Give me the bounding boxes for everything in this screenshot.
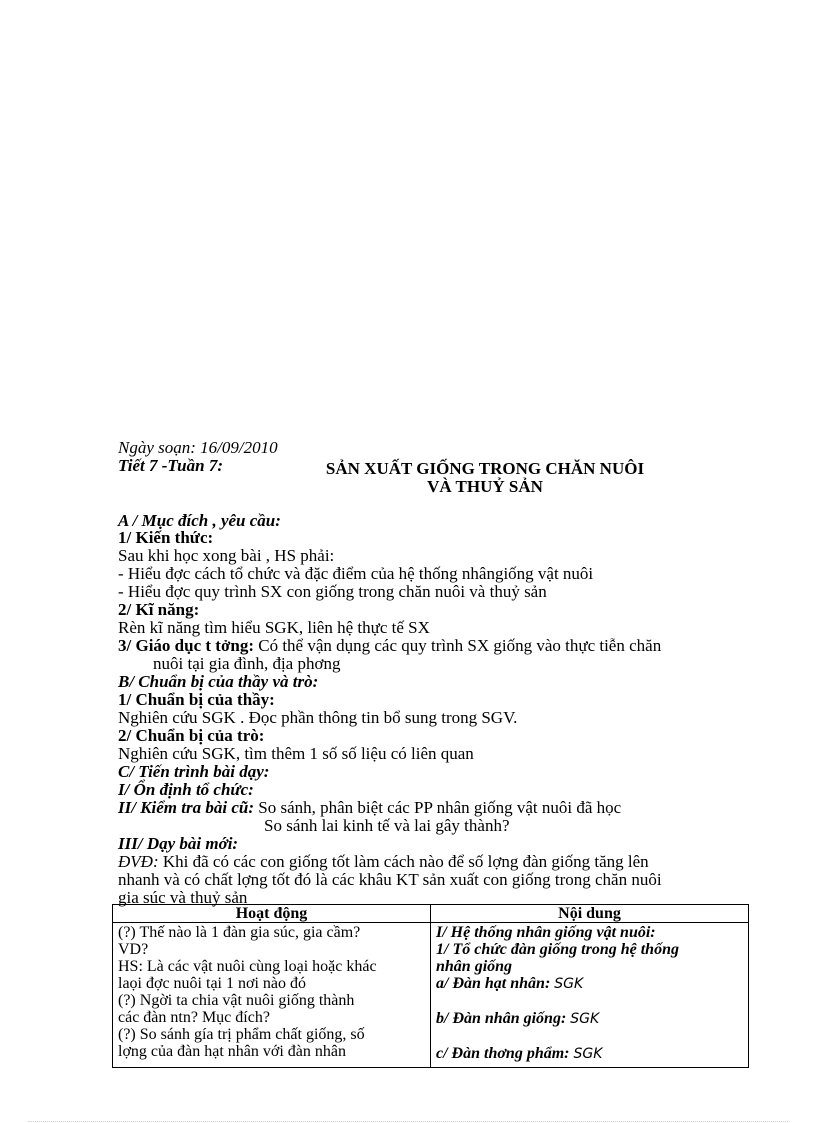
- content-item-b-value: SGK: [570, 1011, 600, 1027]
- student-prep-text: Nghiên cứu SGK, tìm thêm 1 số số liệu có liên quan: [118, 744, 474, 763]
- date-line: Ngày soạn: 16/09/2010: [118, 438, 278, 457]
- activity-line: (?) Thế nào là 1 đàn gia súc, gia cầm?: [118, 924, 361, 941]
- content-item-c: [436, 1045, 743, 1063]
- knowledge-item-1: - Hiểu đợc cách tổ chức và đặc điểm của hệ thống nhângiống vật nuôi: [118, 564, 594, 583]
- page-bottom-rule: [28, 1121, 788, 1122]
- activity-line: laọi đợc nuôi tại 1 nơi nào đó: [118, 975, 306, 992]
- education-text-cont: nuôi tại gia đình, địa phơng: [153, 654, 341, 673]
- knowledge-intro: Sau khi học xong bài , HS phải:: [118, 546, 335, 565]
- student-prep-heading: 2/ Chuẩn bị của trò:: [118, 726, 265, 745]
- col-header-content: Nội dung: [431, 905, 749, 923]
- skill-text: Rèn kĩ năng tìm hiểu SGK, liên hệ thực tế SX: [118, 618, 430, 637]
- dvd-label: ĐVĐ:: [118, 852, 159, 871]
- check-line: [118, 799, 621, 817]
- table-row: [113, 923, 749, 1068]
- activity-cell: [113, 923, 431, 1068]
- content-item-a-value: SGK: [554, 976, 584, 992]
- section-a-heading: A / Mục đích , yêu cầu:: [118, 511, 281, 530]
- lesson-title-line2: VÀ THUỶ SẢN: [427, 477, 543, 496]
- content-item-b-label: b/ Đàn nhân giống:: [436, 1010, 567, 1027]
- section-b-heading: B/ Chuẩn bị của thầy và trò:: [118, 672, 319, 691]
- content-item-a-label: a/ Đàn hạt nhân:: [436, 975, 551, 992]
- col-header-activity: Hoạt động: [113, 905, 431, 923]
- content-item-c-value: SGK: [573, 1046, 603, 1062]
- activity-line: (?) So sánh gía trị phẩm chất giống, số: [118, 1026, 365, 1043]
- education-heading: 3/ Giáo dục t tởng:: [118, 636, 254, 655]
- lesson-title-line1: SẢN XUẤT GIỐNG TRONG CHĂN NUÔI: [325, 459, 645, 478]
- check-text: So sánh, phân biệt các PP nhân giống vật nuôi đã học: [254, 798, 622, 817]
- new-lesson-heading: III/ Dạy bài mới:: [118, 834, 239, 853]
- check-text-cont: So sánh lai kinh tế và lai gây thành?: [264, 816, 510, 835]
- dvd-text-cont: nhanh và có chất lợng tốt đó là các khâu KT sản xuất con giống trong chăn nuôi: [118, 870, 662, 889]
- content-heading-1: I/ Hệ thống nhân giống vật nuôi:: [436, 924, 656, 941]
- dvd-text: Khi đã có các con giống tốt làm cách nào để số lợng đàn giống tăng lên: [158, 852, 649, 871]
- table-header-row: [113, 905, 749, 923]
- activity-line: lợng của đàn hạt nhân với đàn nhân: [118, 1043, 346, 1060]
- knowledge-heading: 1/ Kiến thức:: [118, 528, 214, 547]
- activity-line: các đàn ntn? Mục đích?: [118, 1009, 270, 1026]
- activity-line: VD?: [118, 941, 149, 958]
- dvd-text-cont-2: gia súc và thuỷ sản: [118, 888, 248, 907]
- content-item-b: [436, 1010, 743, 1028]
- skill-heading: 2/ Kĩ năng:: [118, 600, 200, 619]
- dvd-line: [118, 853, 649, 871]
- lesson-table: [112, 904, 749, 1068]
- teacher-prep-text: Nghiên cứu SGK . Đọc phần thông tin bổ sung trong SGV.: [118, 708, 518, 727]
- content-item-c-label: c/ Đàn thơng phẩm:: [436, 1045, 570, 1062]
- section-c-heading: C/ Tiến trình bài dạy:: [118, 762, 270, 781]
- activity-line: HS: Là các vật nuôi cùng loại hoặc khác: [118, 958, 377, 975]
- content-cell: [431, 923, 749, 1068]
- content-heading-2-cont: nhân giống: [436, 958, 513, 975]
- period-line: Tiết 7 -Tuần 7:: [118, 456, 223, 475]
- knowledge-item-2: - Hiểu đợc quy trình SX con giống trong chăn nuôi và thuỷ sản: [118, 582, 547, 601]
- education-line: [118, 637, 661, 655]
- content-heading-2: 1/ Tổ chức đàn giống trong hệ thống: [436, 941, 679, 958]
- stabilize-heading: I/ Ổn định tổ chức:: [118, 780, 254, 799]
- check-heading: II/ Kiểm tra bài cũ:: [118, 798, 255, 817]
- education-text: Có thể vận dụng các quy trình SX giống vào thực tiễn chăn: [253, 636, 662, 655]
- content-item-a: [436, 975, 743, 993]
- activity-line: (?) Ngời ta chia vật nuôi giống thành: [118, 992, 355, 1009]
- teacher-prep-heading: 1/ Chuẩn bị của thầy:: [118, 690, 275, 709]
